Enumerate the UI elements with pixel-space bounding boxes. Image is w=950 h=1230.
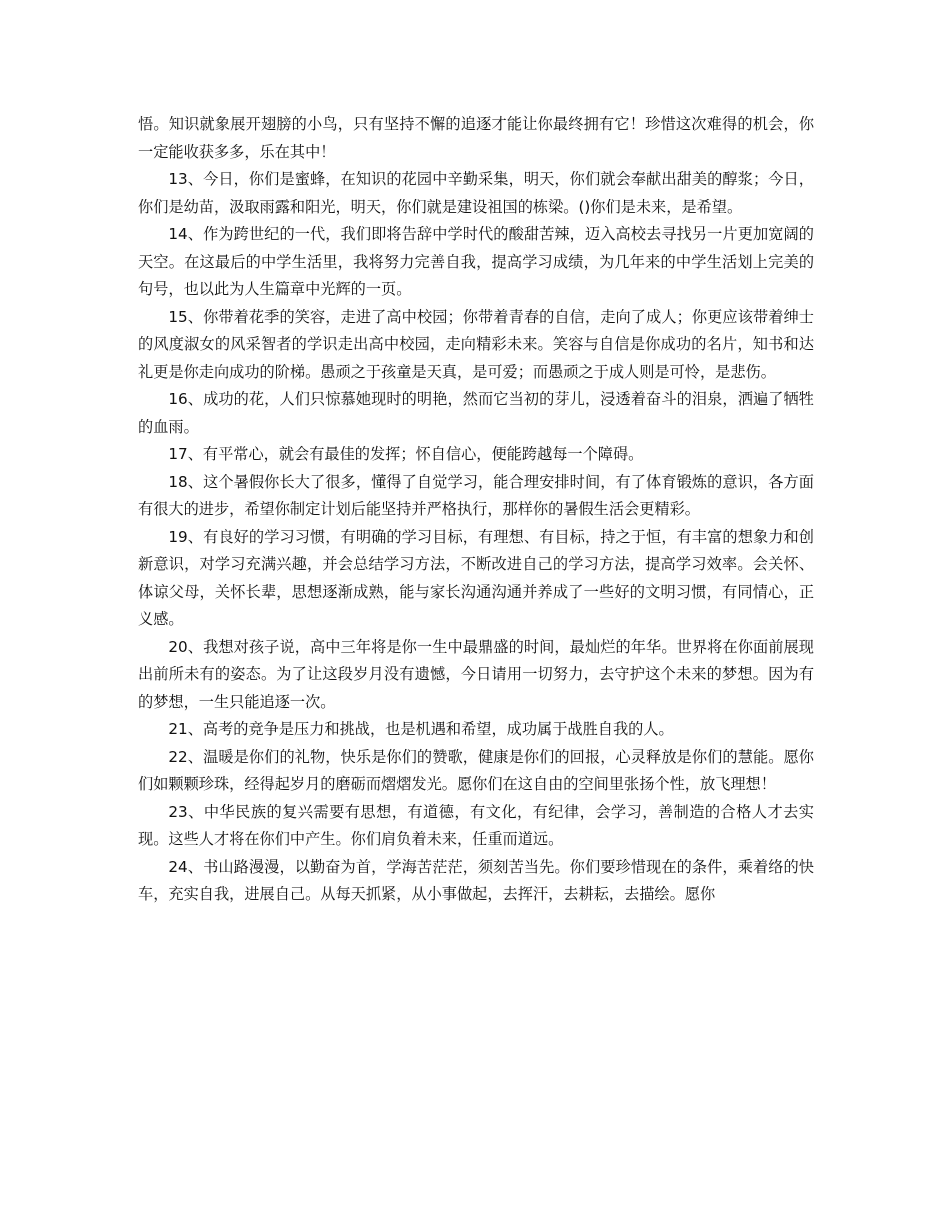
- paragraph-16: 16、成功的花，人们只惊慕她现时的明艳，然而它当初的芽儿，浸透着奋斗的泪泉，洒遍了牺牲的血雨。: [138, 390, 814, 436]
- paragraph-22: 22、温暖是你们的礼物，快乐是你们的赞歌，健康是你们的回报，心灵释放是你们的慧能。愿你们如颗颗珍珠，经得起岁月的磨砺而熠熠发光。愿你们在这自由的空间里张扬个性，放飞理想！: [138, 747, 814, 793]
- document-body: [138, 111, 814, 909]
- paragraph-14: 14、作为跨世纪的一代，我们即将告辞中学时代的酸甜苦辣，迈入高校去寻找另一片更加宽阔的天空。在这最后的中学生活里，我将努力完善自我，提高学习成绩，为几年来的中学生活划上完美的句号，也以此为人生篇章中光辉的一页。: [138, 225, 814, 298]
- paragraph-23: 23、中华民族的复兴需要有思想，有道德，有文化，有纪律，会学习，善制造的合格人才去实现。这些人才将在你们中产生。你们肩负着未来，任重而道远。: [138, 802, 814, 848]
- paragraph-19: 19、有良好的学习习惯，有明确的学习目标，有理想、有目标，持之于恒，有丰富的想象力和创新意识，对学习充满兴趣，并会总结学习方法，不断改进自己的学习方法，提高学习效率。会关怀、体谅父母，关怀长辈，思想逐渐成熟，能与家长沟通沟通并养成了一些好的文明习惯，有同情心，正义感。: [138, 527, 814, 628]
- paragraph-24: 24、书山路漫漫，以勤奋为首，学海苦茫茫，须刻苦当先。你们要珍惜现在的条件，乘着络的快车，充实自我，进展自己。从每天抓紧，从小事做起，去挥汗，去耕耘，去描绘。愿你: [138, 857, 814, 903]
- paragraph-13: 13、今日，你们是蜜蜂，在知识的花园中辛勤采集，明天，你们就会奉献出甜美的醇浆；今日，你们是幼苗，汲取雨露和阳光，明天，你们就是建设祖国的栋梁。()你们是未来，是希望。: [138, 170, 814, 216]
- paragraph-21: 21、高考的竞争是压力和挑战，也是机遇和希望，成功属于战胜自我的人。: [168, 720, 674, 738]
- paragraph-continuation: 悟。知识就象展开翅膀的小鸟，只有坚持不懈的追逐才能让你最终拥有它！珍惜这次难得的机会，你一定能收获多多，乐在其中！: [138, 115, 814, 161]
- paragraph-20: 20、我想对孩子说，高中三年将是你一生中最鼎盛的时间，最灿烂的年华。世界将在你面前展现出前所未有的姿态。为了让这段岁月没有遗憾，今日请用一切努力，去守护这个未来的梦想。因为有的梦想，一生只能追逐一次。: [138, 637, 814, 711]
- paragraph-18: 18、这个暑假你长大了很多，懂得了自觉学习，能合理安排时间，有了体育锻炼的意识，各方面有很大的进步，希望你制定计划后能坚持并严格执行，那样你的暑假生活会更精彩。: [138, 472, 814, 518]
- paragraph-15: 15、你带着花季的笑容，走进了高中校园；你带着青春的自信，走向了成人；你更应该带着绅士的风度淑女的风采智者的学识走出高中校园，走向精彩未来。笑容与自信是你成功的名片，知书和达礼更是你走向成功的阶梯。愚顽之于孩童是天真，是可爱；而愚顽之于成人则是可怜，是悲伤。: [138, 307, 814, 381]
- paragraph-17: 17、有平常心，就会有最佳的发挥；怀自信心，便能跨越每一个障碍。: [168, 445, 644, 463]
